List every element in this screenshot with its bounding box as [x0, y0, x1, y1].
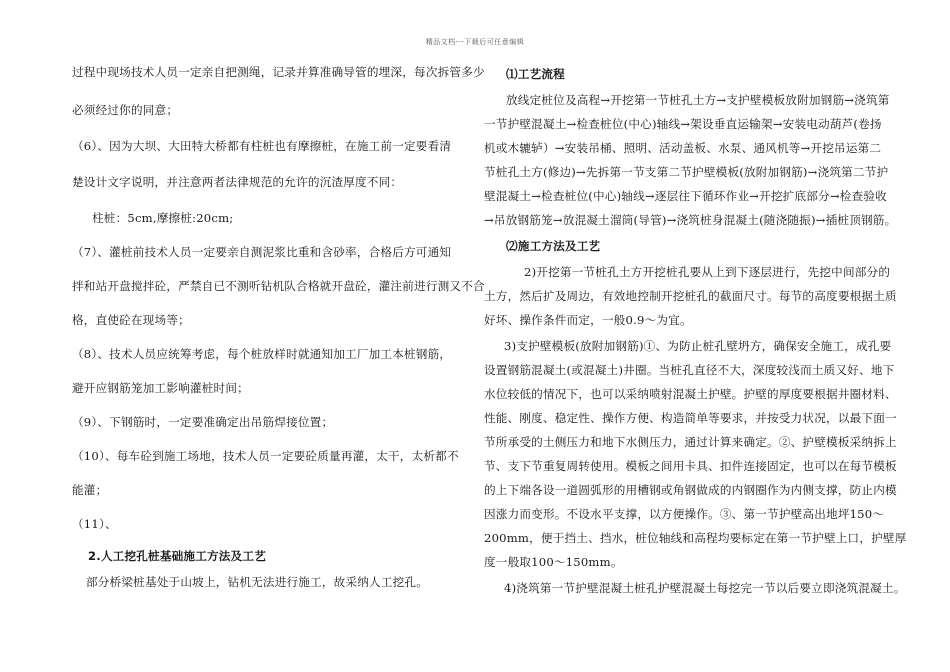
section-heading: 2.人工挖孔桩基础施工方法及工艺	[88, 549, 266, 563]
paragraph-line: 一节护壁混凝土→检查桩位(中心)轴线→架设垂直运输架→安装电动葫芦(卷扬	[484, 117, 882, 131]
paragraph-line: 壁混凝土→检查桩位(中心)轴线→逐层往下循环作业→开挖扩底部分→检查验收	[484, 189, 887, 203]
paragraph-line: 节桩孔土方(修边)→先拆第一节支第二节护壁模板(放附加钢筋)→浇筑第二节护	[484, 165, 889, 179]
paragraph-line: 能灌；	[72, 483, 108, 497]
paragraph-line: （7）、灌桩前技术人员一定要亲自测泥浆比重和含砂率，合格后方可通知	[72, 245, 452, 259]
section-heading: ⑴工艺流程	[506, 67, 565, 81]
paragraph-line: 部分桥梁桩基处于山坡上，钻机无法进行施工，故采纳人工挖孔。	[86, 575, 429, 589]
paragraph-line: 过程中现场技术人员一定亲自把测绳，记录并算准确导管的埋深，每次拆管多少	[72, 65, 485, 79]
paragraph-line: 必须经过你的同意；	[72, 103, 179, 117]
paragraph-line: →吊放钢筋笼→放混凝土溜筒(导管)→浇筑桩身混凝土(随浇随振)→插桩顶钢筋。	[484, 213, 897, 227]
paragraph-line: 4)浇筑第一节护壁混凝土桩孔护壁混凝土每挖完一节以后要立即浇筑混凝土。	[504, 581, 906, 595]
paragraph-line: 土方，然后扩及周边，有效地控制开挖桩孔的截面尺寸。每节的高度要根据土质	[484, 289, 897, 303]
paragraph-line: （9）、下钢筋时，一定要准确定出吊筋焊接位置；	[72, 415, 334, 429]
paragraph-line: 设置钢筋混凝土(或混凝土)井圈。当桩孔直径不大，深度较浅而土质又好、地下	[484, 363, 895, 377]
paragraph-line: 楚设计文字说明，并注意两者法律规范的允许的沉渣厚度不同：	[72, 175, 403, 189]
paragraph-line: 格，直使砼在现场等；	[72, 313, 190, 327]
paragraph-line: 好坏、操作条件而定，一般0.9～为宜。	[484, 313, 692, 327]
paragraph-line: （10）、每车砼到施工场地，技术人员一定要砼质量再灌，太干，太析都不	[72, 449, 459, 463]
paragraph-line: 节所承受的土侧压力和地下水侧压力，通过计算来确定。②、护壁模板采纳拆上	[484, 435, 897, 449]
paragraph-line: 度一般取100～150mm。	[484, 555, 623, 569]
paragraph-line: （6）、因为大坝、大田特大桥都有柱桩也有摩擦桩，在施工前一定要看清	[72, 139, 452, 153]
paragraph-line: 避开应钢筋笼加工影响灌桩时间；	[72, 381, 249, 395]
paragraph-line: （11）、	[72, 517, 117, 531]
paragraph-line: 2)开挖第一节桩孔土方开挖桩孔要从上到下逐层进行，先挖中间部分的	[524, 265, 891, 279]
paragraph-line: 性能、刚度、稳定性、操作方便、构造简单等要求，并按受力状况，以最下面一	[484, 411, 897, 425]
paragraph-line: 因涨力而变形。不设水平支撑，以方便操作。③、第一节护壁高出地坪150～	[484, 507, 885, 521]
section-heading: ⑵施工方法及工艺	[506, 239, 601, 253]
paragraph-line: 200mm，便于挡土、挡水，桩位轴线和高程均要标定在第一节护壁上口，护壁厚	[484, 531, 907, 545]
paragraph-line: 机或木辘轳）→安装吊桶、照明、活动盖板、水泵、通风机等→开挖吊运第二	[484, 141, 882, 155]
paragraph-line: 水位较低的情况下，也可以采纳喷射混凝土护壁。护壁的厚度要根据井圈材料、	[484, 387, 897, 401]
paragraph-line: 放线定桩位及高程→开挖第一节桩孔土方→支护壁模板放附加钢筋→浇筑第	[506, 93, 890, 107]
paragraph-line: 节、支下节重复周转使用。模板之间用卡具、扣件连接固定，也可以在每节模板	[484, 459, 897, 473]
paragraph-line: 拌和站开盘搅拌砼，严禁自已不测听钻机队合格就开盘砼，灌注前进行测又不合	[72, 279, 485, 293]
paragraph-line: 柱桩：5cm,摩擦桩:20cm;	[92, 211, 234, 225]
paragraph-line: 的上下端各设一道圆弧形的用槽钢或角钢做成的内钢圈作为内侧支撑，防止内模	[484, 483, 897, 497]
paragraph-line: 3)支护壁模板(放附加钢筋)①、为防止桩孔壁坍方，确保安全施工，成孔要	[504, 339, 892, 353]
page-header-watermark: 精品文档---下载后可任意编辑	[425, 38, 525, 46]
paragraph-line: （8）、技术人员应统筹考虑，每个桩放样时就通知加工厂加工本桩钢筋，	[72, 347, 452, 361]
